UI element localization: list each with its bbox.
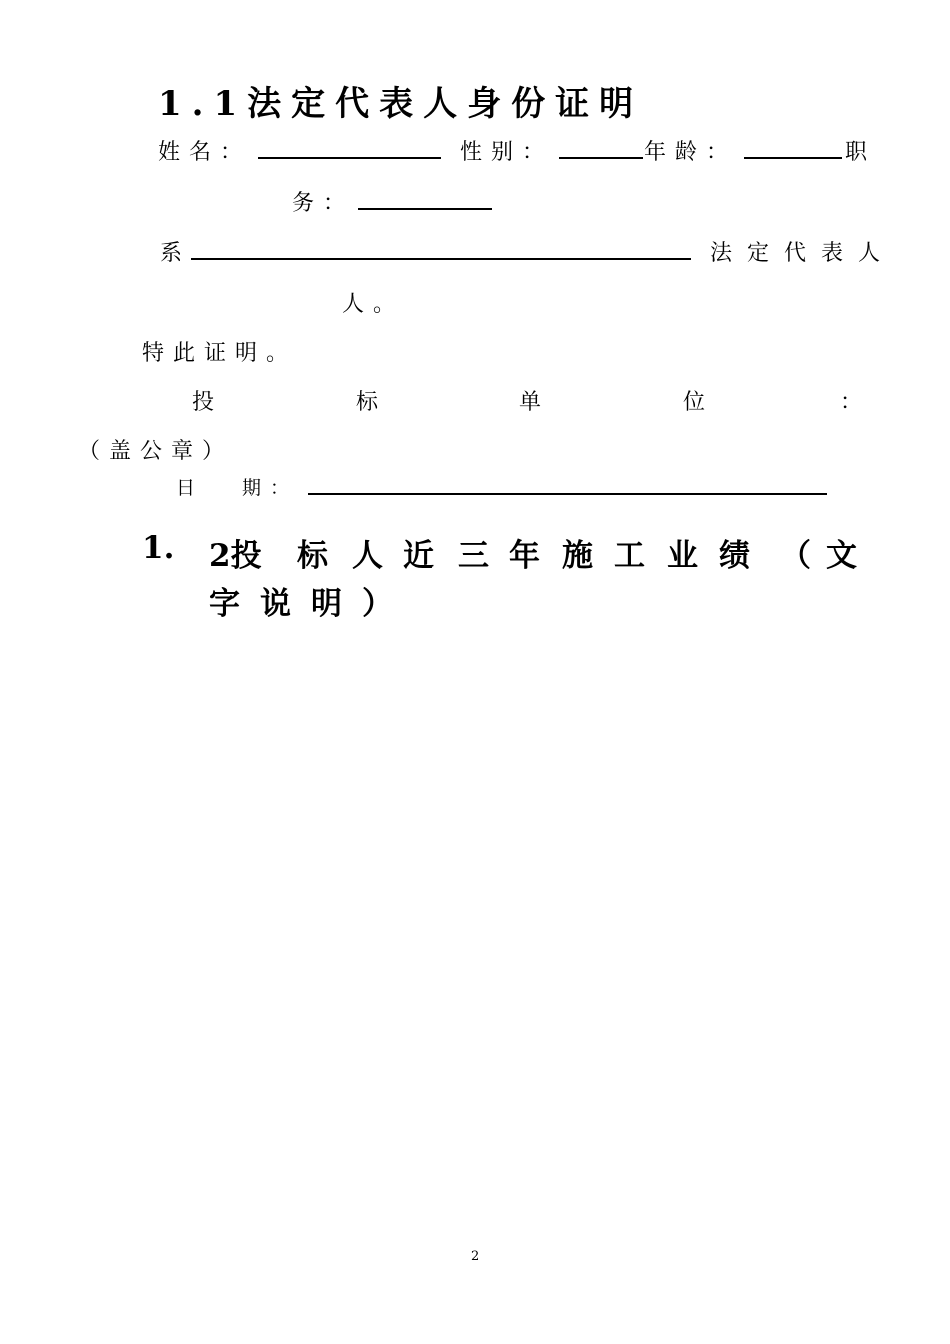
s2-title-char-10: 绩: [719, 538, 750, 574]
date-label-day: 日: [176, 477, 205, 499]
bidder-char-4: 位: [683, 390, 715, 415]
s2-title-char-11: （: [780, 538, 811, 574]
s2-title-char-3: 人: [352, 538, 383, 574]
gender-label: 性别：: [460, 140, 554, 165]
s2-title-char-12: 文: [826, 538, 857, 574]
s2-title-char-4: 近: [403, 538, 434, 574]
s2-title-char-2: 标: [297, 538, 328, 574]
position-blank-line[interactable]: [358, 208, 492, 210]
s2-title-char-6: 年: [509, 538, 540, 574]
bidder-char-1: 投: [192, 390, 224, 415]
company-blank-line[interactable]: [191, 258, 691, 260]
age-blank-line[interactable]: [744, 157, 842, 159]
certify-text: 特此证明。: [142, 341, 298, 366]
relation-prefix: 系: [160, 241, 192, 266]
s2-title-char-1: 2投: [209, 538, 262, 574]
position-label-end: 务：: [292, 191, 355, 216]
gender-blank-line[interactable]: [559, 157, 643, 159]
name-label: 姓名：: [158, 140, 252, 165]
age-label: 年龄：: [644, 140, 738, 165]
date-label-period: 期：: [242, 477, 299, 499]
bidder-char-2: 标: [356, 390, 388, 415]
date-blank-line[interactable]: [308, 493, 827, 495]
seal-note: （盖公章）: [78, 439, 234, 464]
section-title-1-2-number: 1.: [142, 530, 175, 566]
section-title-1-2-cont: 字说明）: [209, 586, 413, 622]
relation-suffix: 法定代表人: [710, 241, 896, 266]
page-number: 2: [471, 1249, 480, 1264]
s2-title-char-5: 三: [458, 538, 489, 574]
s2-title-char-7: 施: [562, 538, 593, 574]
name-blank-line[interactable]: [258, 157, 441, 159]
position-label-start: 职: [845, 140, 877, 165]
s2-title-char-9: 业: [667, 538, 698, 574]
bidder-colon: ：: [840, 390, 872, 415]
s2-title-char-8: 工: [614, 538, 645, 574]
section-title-1-1: 1.1法定代表人身份证明: [158, 84, 644, 124]
bidder-char-3: 单: [519, 390, 551, 415]
relation-suffix-end: 人。: [342, 292, 405, 317]
